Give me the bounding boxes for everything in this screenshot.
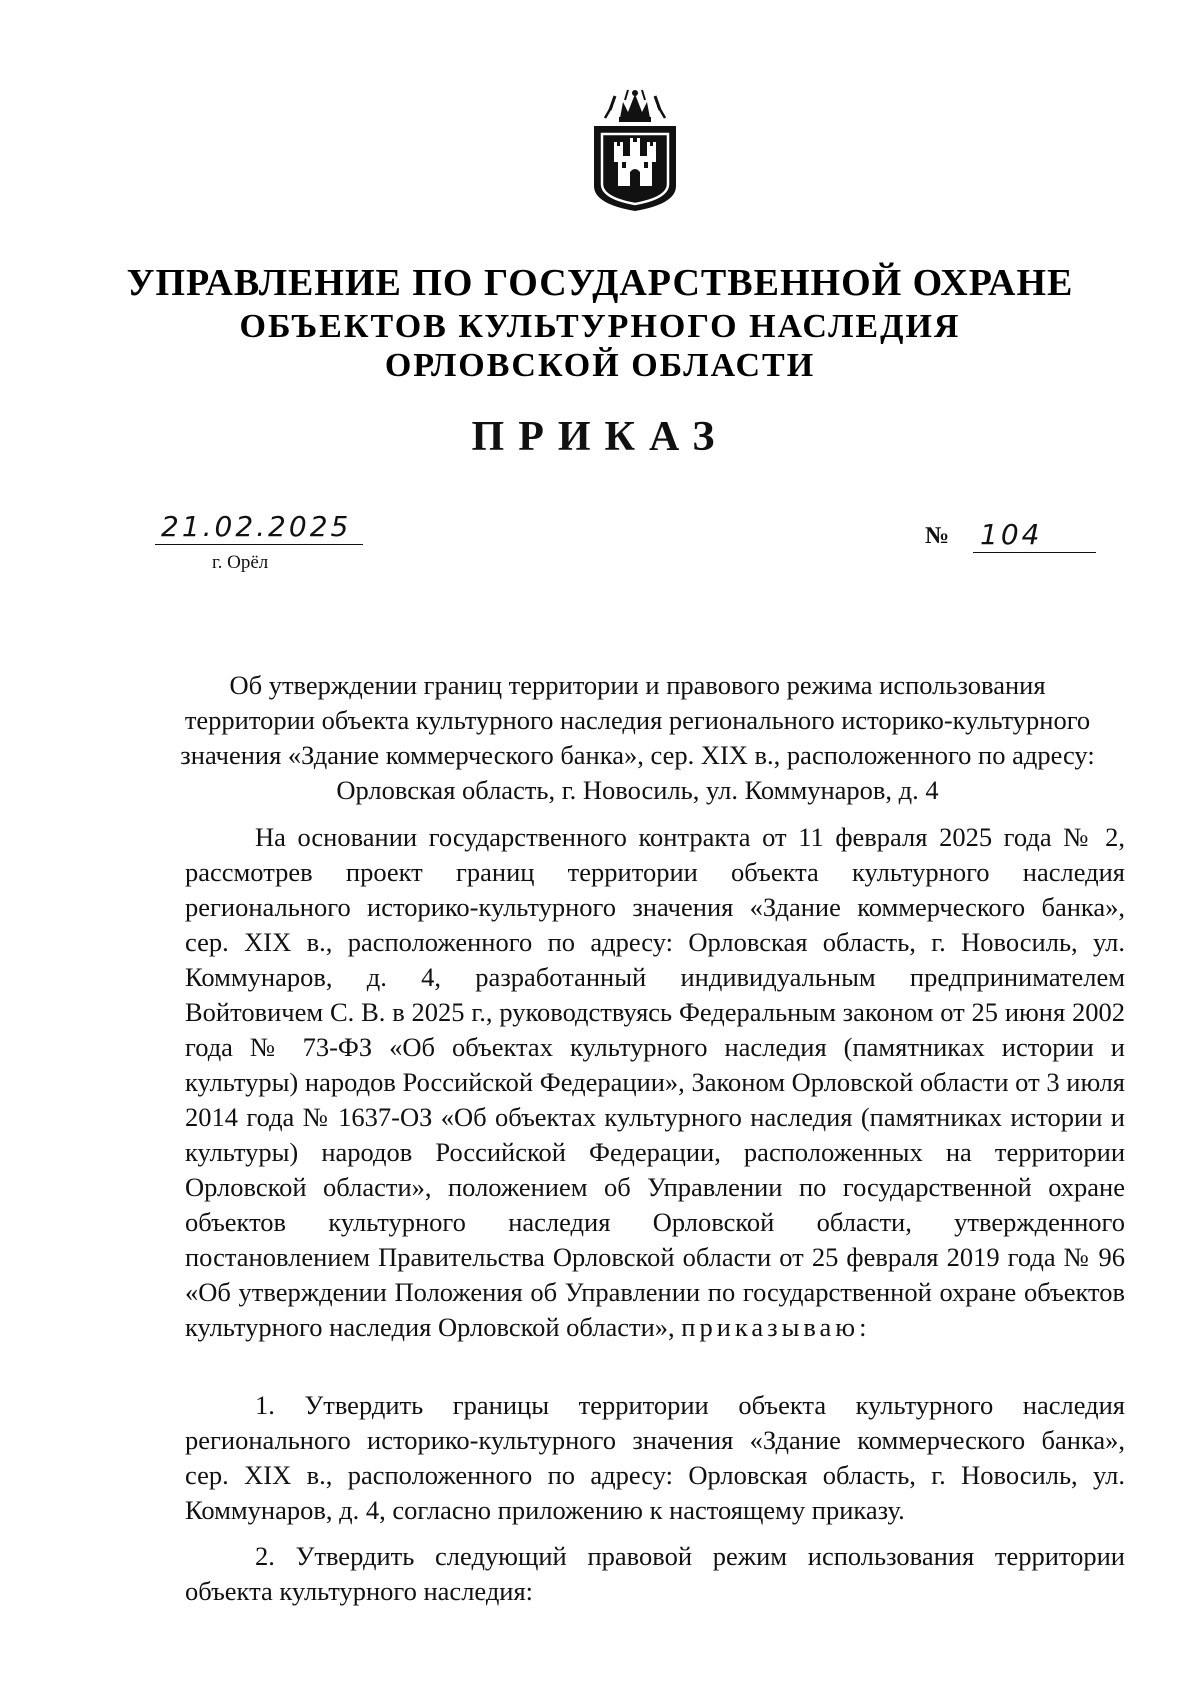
org-title-line-1: УПРАВЛЕНИЕ ПО ГОСУДАРСТВЕННОЙ ОХРАНЕ — [126, 262, 1074, 304]
date-underline — [155, 544, 363, 545]
org-title-line-2: ОБЪЕКТОВ КУЛЬТУРНОГО НАСЛЕДИЯ — [239, 308, 961, 345]
subject-line-2: территории объекта культурного наследия регионального историко-культурного — [184, 705, 1091, 735]
order-word: приказываю: — [681, 1312, 871, 1342]
subject-line-3: значения «Здание коммерческого банка», сер. XIX в., расположенного по адресу: — [180, 740, 1095, 770]
clause-2-paragraph: 2. Утвердить следующий правовой режим использования территории объекта культурного наследия: — [185, 1541, 1125, 1606]
crown-icon — [605, 90, 665, 122]
handwritten-order-number: 104 — [980, 518, 1043, 551]
coat-of-arms-emblem — [590, 88, 680, 213]
document-type-heading: ПРИКАЗ — [471, 414, 729, 460]
subject-line-4: Орловская область, г. Новосиль, ул. Коммунаров, д. 4 — [336, 775, 939, 805]
city-label: г. Орёл — [212, 552, 269, 573]
order-number-block — [925, 518, 1100, 558]
clause-1-paragraph: 1. Утвердить границы территории объекта культурного наследия регионального историко-культурного значения «Здание коммерческого банка», сер. XIX в., расположенного по адресу: Орловская область, г. Новосиль, ул. Коммунаров, д. 4, согласно приложению к настоящему приказу. — [185, 1390, 1125, 1525]
subject-line-1: Об утверждении границ территории и правового режима использования — [229, 670, 1046, 700]
number-sign: № — [925, 523, 950, 549]
org-title-line-3: ОРЛОВСКОЙ ОБЛАСТИ — [384, 347, 816, 384]
order-subject — [150, 668, 1125, 808]
handwritten-date: 21.02.2025 — [161, 510, 352, 543]
date-block — [155, 510, 365, 545]
preamble-text: На основании государственного контракта от 11 февраля 2025 года № 2, рассмотрев проект границ территории объекта культурного наследия регионального историко-культурного значения «Здание коммерческого банка», сер. XIX в., расположенного по адресу: Орловская область, г. Новосиль, ул. Коммунаров, д. 4, разработанный индивидуальным предпринимателем Войтовичем С. В. в 2025 г., руководствуясь Федеральным законом от 25 июня 2002 года № 73-ФЗ «Об объектах культурного наследия (памятниках истории и культуры) народов Российской Федерации», Законом Орловской области от 3 июля 2014 года № 1637-ОЗ «Об объектах культурного наследия (памятниках истории и культуры) народов Российской Федерации, расположенных на территории Орловской области», положением об Управлении по государственной охране объектов культурного наследия Орловской области, утвержденного постановлением Правительства Орловской области от 25 февраля 2019 года № 96 «Об утверждении Положения об Управлении по государственной охране объектов культурного наследия Орловской области», — [185, 822, 1125, 1342]
preamble-paragraph — [185, 820, 1125, 1345]
number-underline — [973, 552, 1096, 553]
